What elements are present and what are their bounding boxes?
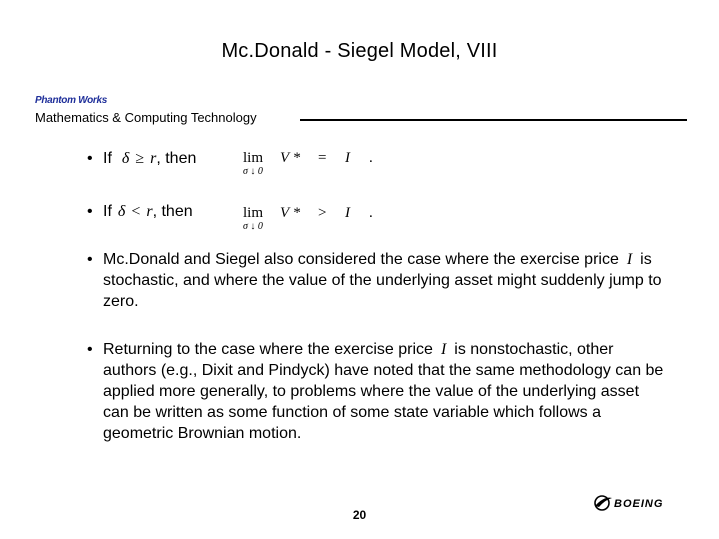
relation-operator: = [318, 150, 327, 166]
relation-operator: > [318, 205, 327, 221]
bullet-dot: • [87, 203, 93, 220]
r-symbol: r [150, 150, 157, 167]
i-symbol: I [440, 341, 447, 358]
lim-operator: lim [243, 150, 264, 166]
bullet-dot: • [87, 341, 93, 358]
lim-operator: lim [243, 205, 264, 221]
header-rule [300, 119, 687, 121]
r-symbol: r [146, 203, 153, 220]
boeing-logo [592, 492, 692, 514]
bullet-prefix: If [103, 203, 112, 220]
period: . [369, 150, 373, 166]
then-text: , then [156, 150, 197, 167]
paragraph-text: Mc.Donald and Siegel also considered the case where the exercise price I is stochastic, and where the value of the underlying asset might suddenly jump to zero. [103, 251, 662, 310]
delta-symbol: δ [121, 150, 130, 167]
brand-label: Phantom Works [35, 95, 108, 106]
condition-bullet-2 [87, 203, 193, 221]
delta-symbol: δ [117, 203, 126, 220]
department-label: Mathematics & Computing Technology [35, 110, 257, 125]
v-star: V * [280, 205, 301, 221]
v-star: V * [280, 150, 301, 166]
period: . [369, 205, 373, 221]
bullet-prefix: If [103, 150, 112, 167]
paragraph-bullet-2 [87, 339, 667, 444]
page-number: 20 [352, 508, 367, 522]
lim-subscript: σ ↓ 0 [243, 221, 263, 232]
bullet-dot: • [87, 150, 93, 167]
condition-bullet-1 [87, 150, 196, 168]
boeing-emblem-icon [595, 496, 612, 510]
condition-operator: ≥ [135, 150, 145, 167]
then-text: , then [152, 203, 193, 220]
svg-text:BOEING: BOEING [614, 498, 664, 510]
slide-title: Mc.Donald - Siegel Model, VIII [221, 40, 498, 62]
paragraph-bullet-1 [87, 249, 667, 312]
lim-subscript: σ ↓ 0 [243, 166, 263, 177]
paragraph-text: Returning to the case where the exercise price I is nonstochastic, other authors (e.g., Dixit and Pindyck) have noted that the same methodology can be applied more generally, to problems where the value of the underlying asset can be written as some function of some state variable which follows a geometric Brownian motion. [103, 341, 664, 442]
bullet-dot: • [87, 251, 93, 268]
i-symbol: I [345, 150, 350, 166]
i-symbol: I [345, 205, 350, 221]
i-symbol: I [626, 251, 633, 268]
condition-operator: < [131, 203, 141, 220]
